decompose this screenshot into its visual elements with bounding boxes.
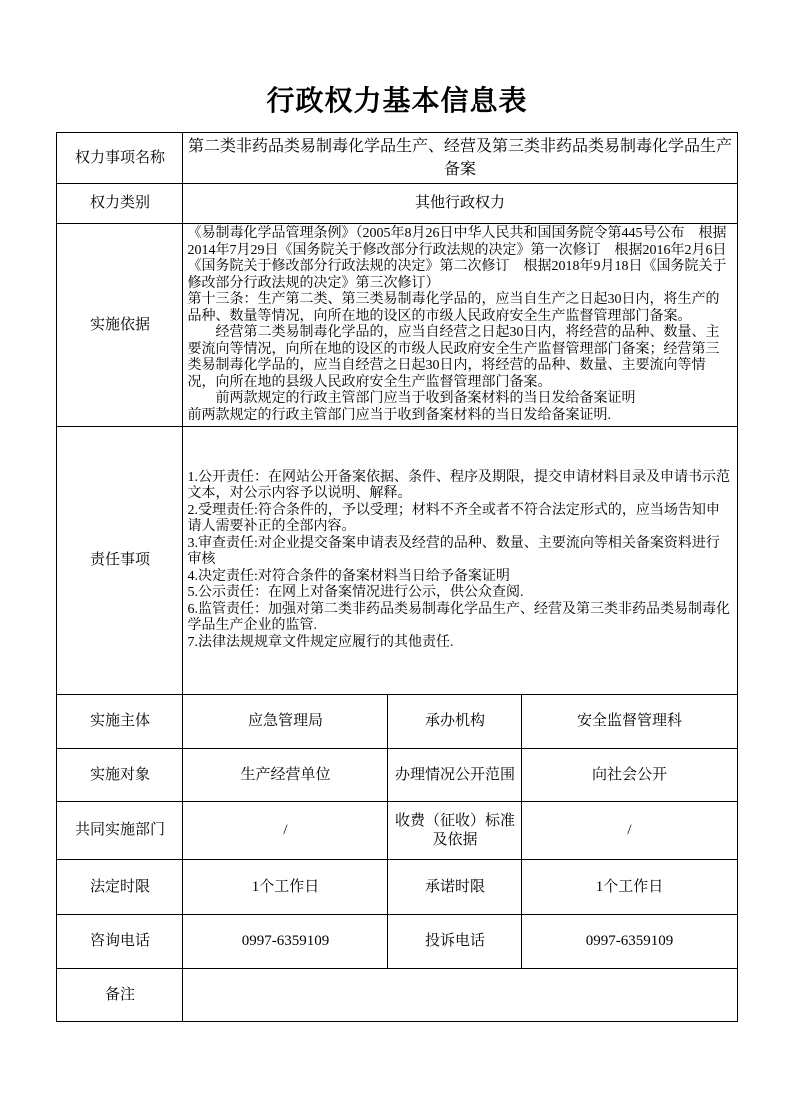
- promised-time-label: 承诺时限: [388, 860, 522, 915]
- implementation-target-value: 生产经营单位: [183, 749, 388, 802]
- implementation-target-label: 实施对象: [57, 749, 183, 802]
- implementation-subject-label: 实施主体: [57, 695, 183, 749]
- charge-standard-label: 收费（征收）标准及依据: [388, 802, 522, 860]
- duty-item: 5.公示责任：在网上对备案情况进行公示，供公众查阅.: [187, 585, 524, 601]
- power-category-label: 权力类别: [57, 184, 183, 224]
- row-responsibility: [57, 427, 737, 695]
- joint-department-value: /: [183, 802, 388, 860]
- power-category-value: 其他行政权力: [183, 184, 737, 224]
- duty-item: 6.监管责任：加强对第二类非药品类易制毒化学品生产、经营及第三类非药品类易制毒化学品生产企业的监管.: [187, 601, 730, 634]
- consult-phone-value: 0997-6359109: [183, 915, 388, 969]
- info-table: [56, 132, 737, 1022]
- basis-paragraph: 前两款规定的行政主管部门应当于收到备案材料的当日发给备案证明: [187, 391, 636, 406]
- row-implementation-subject: [57, 695, 737, 749]
- row-remarks: [57, 969, 737, 1022]
- disclosure-scope-value: 向社会公开: [522, 749, 737, 802]
- page-title: 行政权力基本信息表: [266, 86, 528, 117]
- statutory-time-value: 1个工作日: [183, 860, 388, 915]
- duty-item: 1.公开责任：在网站公开备案依据、条件、程序及期限，提交申请材料目录及申请书示范文本，对公示内容予以说明、解释。: [187, 469, 730, 502]
- basis-paragraph: 《易制毒化学品管理条例》（2005年8月26日中华人民共和国国务院令第445号公布 根据2014年7月29日《国务院关于修改部分行政法规的决定》第一次修订 根据2016年2月6日《国务院关于修改部分行政法规的决定》第二次修订 根据2018年9月18日《国务院关于修改部分行政法规的决定》第三次修订）: [187, 226, 727, 291]
- disclosure-scope-label: 办理情况公开范围: [388, 749, 522, 802]
- undertaking-org-label: 承办机构: [388, 695, 522, 749]
- joint-department-label: 共同实施部门: [57, 802, 183, 860]
- promised-time-value: 1个工作日: [522, 860, 737, 915]
- complaint-phone-value: 0997-6359109: [522, 915, 737, 969]
- basis-paragraph: 第十三条：生产第二类、第三类易制毒化学品的，应当自生产之日起30日内，将生产的品种、数量等情况，向所在地的设区的市级人民政府安全生产监督管理部门备案。: [187, 292, 720, 324]
- consult-phone-label: 咨询电话: [57, 915, 183, 969]
- basis-paragraph: 经营第二类易制毒化学品的，应当自经营之日起30日内，将经营的品种、数量、主要流向等情况，向所在地的设区的市级人民政府安全生产监督管理部门备案；经营第三类易制毒化学品的，应当自经营之日起30日内，将经营的品种、数量、主要流向等情况，向所在地的县级人民政府安全生产监督管理部门备案。: [187, 325, 720, 390]
- duty-item: 4.决定责任:对符合条件的备案材料当日给予备案证明: [187, 568, 510, 584]
- charge-standard-value: /: [522, 802, 737, 860]
- row-power-item-name: [57, 133, 737, 184]
- remarks-value: [183, 969, 737, 1022]
- complaint-phone-label: 投诉电话: [388, 915, 522, 969]
- row-implementation-basis: [57, 224, 737, 427]
- responsibility-label: 责任事项: [57, 427, 183, 695]
- row-implementation-target: [57, 749, 737, 802]
- basis-paragraph: 前两款规定的行政主管部门应当于收到备案材料的当日发给备案证明.: [187, 407, 611, 423]
- undertaking-org-value: 安全监督管理科: [522, 695, 737, 749]
- row-joint-department: [57, 802, 737, 860]
- row-time-limit: [57, 860, 737, 915]
- row-phone: [57, 915, 737, 969]
- remarks-label: 备注: [57, 969, 183, 1022]
- implementation-basis-label: 实施依据: [57, 224, 183, 427]
- row-power-category: [57, 184, 737, 224]
- implementation-subject-value: 应急管理局: [183, 695, 388, 749]
- duty-item: 7.法律法规规章文件规定应履行的其他责任.: [187, 634, 454, 650]
- responsibility-value: [183, 427, 737, 695]
- statutory-time-label: 法定时限: [57, 860, 183, 915]
- duty-item: 3.审查责任:对企业提交备案申请表及经营的品种、数量、主要流向等相关备案资料进行审核: [187, 535, 720, 568]
- implementation-basis-value: [183, 224, 737, 427]
- power-item-name-label: 权力事项名称: [57, 133, 183, 184]
- power-item-name-value: 第二类非药品类易制毒化学品生产、经营及第三类非药品类易制毒化学品生产备案: [183, 133, 737, 184]
- duty-item: 2.受理责任:符合条件的，予以受理；材料不齐全或者不符合法定形式的，应当场告知申请人需要补正的全部内容。: [187, 502, 720, 535]
